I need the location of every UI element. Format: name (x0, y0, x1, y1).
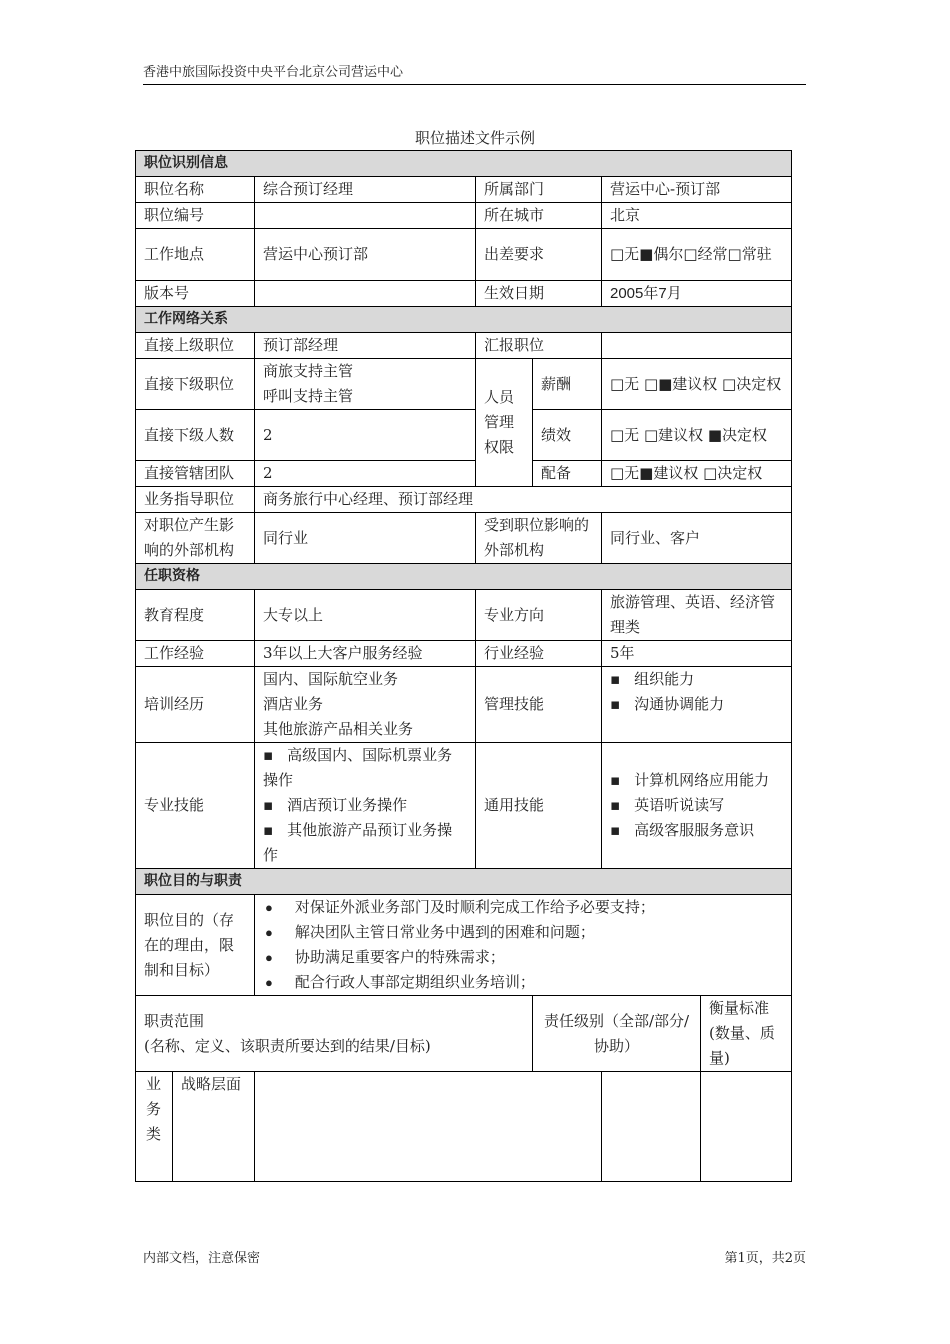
guide-value: 商务旅行中心经理、预订部经理 (255, 487, 792, 513)
measure-header: 衡量标准(数量、质量) (701, 996, 792, 1072)
sub-count-value: 2 (255, 410, 476, 461)
version-label: 版本号 (136, 281, 255, 307)
hr-authority-label: 人员管理权限 (476, 359, 533, 487)
sub-item: 呼叫支持主管 (263, 387, 354, 405)
strategy-label: 战略层面 (173, 1072, 255, 1182)
sub-item: 商旅支持主管 (263, 362, 354, 380)
ext-affected-value: 同行业、客户 (602, 513, 792, 564)
perf-label: 绩效 (533, 410, 602, 461)
strategy-scope (255, 1072, 602, 1182)
footer-page-number: 第1页，共2页 (724, 1251, 806, 1266)
ext-affected-label: 受到职位影响的外部机构 (476, 513, 602, 564)
dept-label: 所属部门 (476, 177, 602, 203)
strategy-measure (701, 1072, 792, 1182)
edu-value: 大专以上 (255, 590, 476, 641)
pro-value (255, 743, 476, 869)
guide-label: 业务指导职位 (136, 487, 255, 513)
report-value (602, 333, 792, 359)
gen-skill-item: ▪ 高级客服服务意识 (610, 818, 783, 843)
team-value: 2 (255, 461, 476, 487)
mgmt-skill-item: ▪ 组织能力 (610, 667, 783, 692)
purpose-item: ● 协助满足重要客户的特殊需求； (265, 945, 783, 970)
pro-label: 专业技能 (136, 743, 255, 869)
mgmt-label: 管理技能 (476, 667, 602, 743)
pos-name-value: 综合预订经理 (255, 177, 476, 203)
city-value: 北京 (602, 203, 792, 229)
biz-label: 业务类 (136, 1072, 173, 1182)
staffing-value: □无■建议权 □决定权 (602, 461, 792, 487)
gen-skill-item: ▪ 计算机网络应用能力 (610, 768, 783, 793)
exp-label: 工作经验 (136, 641, 255, 667)
section-heading-qualification: 任职资格 (136, 564, 792, 590)
pro-skill-item: ▪ 酒店预订业务操作 (263, 793, 467, 818)
workplace-value: 营运中心预订部 (255, 229, 476, 281)
edu-label: 教育程度 (136, 590, 255, 641)
pos-name-label: 职位名称 (136, 177, 255, 203)
purpose-item: ● 配合行政人事部定期组织业务培训； (265, 970, 783, 995)
section-heading-purpose: 职位目的与职责 (136, 869, 792, 895)
pro-skill-item: ▪ 其他旅游产品预订业务操作 (263, 818, 467, 868)
sub-value (255, 359, 476, 410)
pro-skill-item: ▪ 高级国内、国际机票业务操作 (263, 743, 467, 793)
ind-exp-label: 行业经验 (476, 641, 602, 667)
purpose-label: 职位目的（存在的理由，限制和目标） (136, 895, 255, 996)
gen-label: 通用技能 (476, 743, 602, 869)
purpose-item: ● 对保证外派业务部门及时顺利完成工作给予必要支持； (265, 895, 783, 920)
superior-value: 预订部经理 (255, 333, 476, 359)
ext-affect-value: 同行业 (255, 513, 476, 564)
section-heading-network: 工作网络关系 (136, 307, 792, 333)
strategy-level (602, 1072, 701, 1182)
mgmt-skill-item: ▪ 沟通协调能力 (610, 692, 783, 717)
superior-label: 直接上级职位 (136, 333, 255, 359)
travel-label: 出差要求 (476, 229, 602, 281)
scope-header (136, 996, 533, 1072)
pos-no-value (255, 203, 476, 229)
training-item: 酒店业务 (263, 695, 324, 713)
gen-value (602, 743, 792, 869)
exp-value: 3年以上大客户服务经验 (255, 641, 476, 667)
training-item: 其他旅游产品相关业务 (263, 720, 414, 738)
staffing-label: 配备 (533, 461, 602, 487)
pos-no-label: 职位编号 (136, 203, 255, 229)
effective-value: 2005年7月 (602, 281, 792, 307)
training-item: 国内、国际航空业务 (263, 670, 399, 688)
purpose-value (255, 895, 792, 996)
scope-sublabel: (名称、定义、该职责所要达到的结果/目标) (144, 1036, 431, 1055)
report-label: 汇报职位 (476, 333, 602, 359)
version-value (255, 281, 476, 307)
team-label: 直接管辖团队 (136, 461, 255, 487)
page-header: 香港中旅国际投资中央平台北京公司营运中心 (143, 64, 806, 85)
ext-affect-label: 对职位产生影响的外部机构 (136, 513, 255, 564)
workplace-label: 工作地点 (136, 229, 255, 281)
major-value: 旅游管理、英语、经济管理类 (602, 590, 792, 641)
travel-value: □无■偶尔□经常□常驻 (602, 229, 792, 281)
salary-label: 薪酬 (533, 359, 602, 410)
major-label: 专业方向 (476, 590, 602, 641)
perf-value: □无 □建议权 ■决定权 (602, 410, 792, 461)
ind-exp-value: 5年 (602, 641, 792, 667)
document-title: 职位描述文件示例 (414, 129, 535, 147)
level-header: 责任级别（全部/部分/协助） (533, 996, 701, 1072)
sub-label: 直接下级职位 (136, 359, 255, 410)
gen-skill-item: ▪ 英语听说读写 (610, 793, 783, 818)
effective-label: 生效日期 (476, 281, 602, 307)
sub-count-label: 直接下级人数 (136, 410, 255, 461)
purpose-item: ● 解决团队主管日常业务中遇到的困难和问题； (265, 920, 783, 945)
training-value (255, 667, 476, 743)
section-heading-identity: 职位识别信息 (136, 151, 792, 177)
city-label: 所在城市 (476, 203, 602, 229)
dept-value: 营运中心-预订部 (602, 177, 792, 203)
salary-value: □无 □■建议权 □决定权 (602, 359, 792, 410)
mgmt-value (602, 667, 792, 743)
footer-confidential: 内部文档，注意保密 (143, 1251, 261, 1266)
job-description-table (135, 150, 792, 1182)
scope-label: 职责范围 (144, 1011, 205, 1030)
training-label: 培训经历 (136, 667, 255, 743)
